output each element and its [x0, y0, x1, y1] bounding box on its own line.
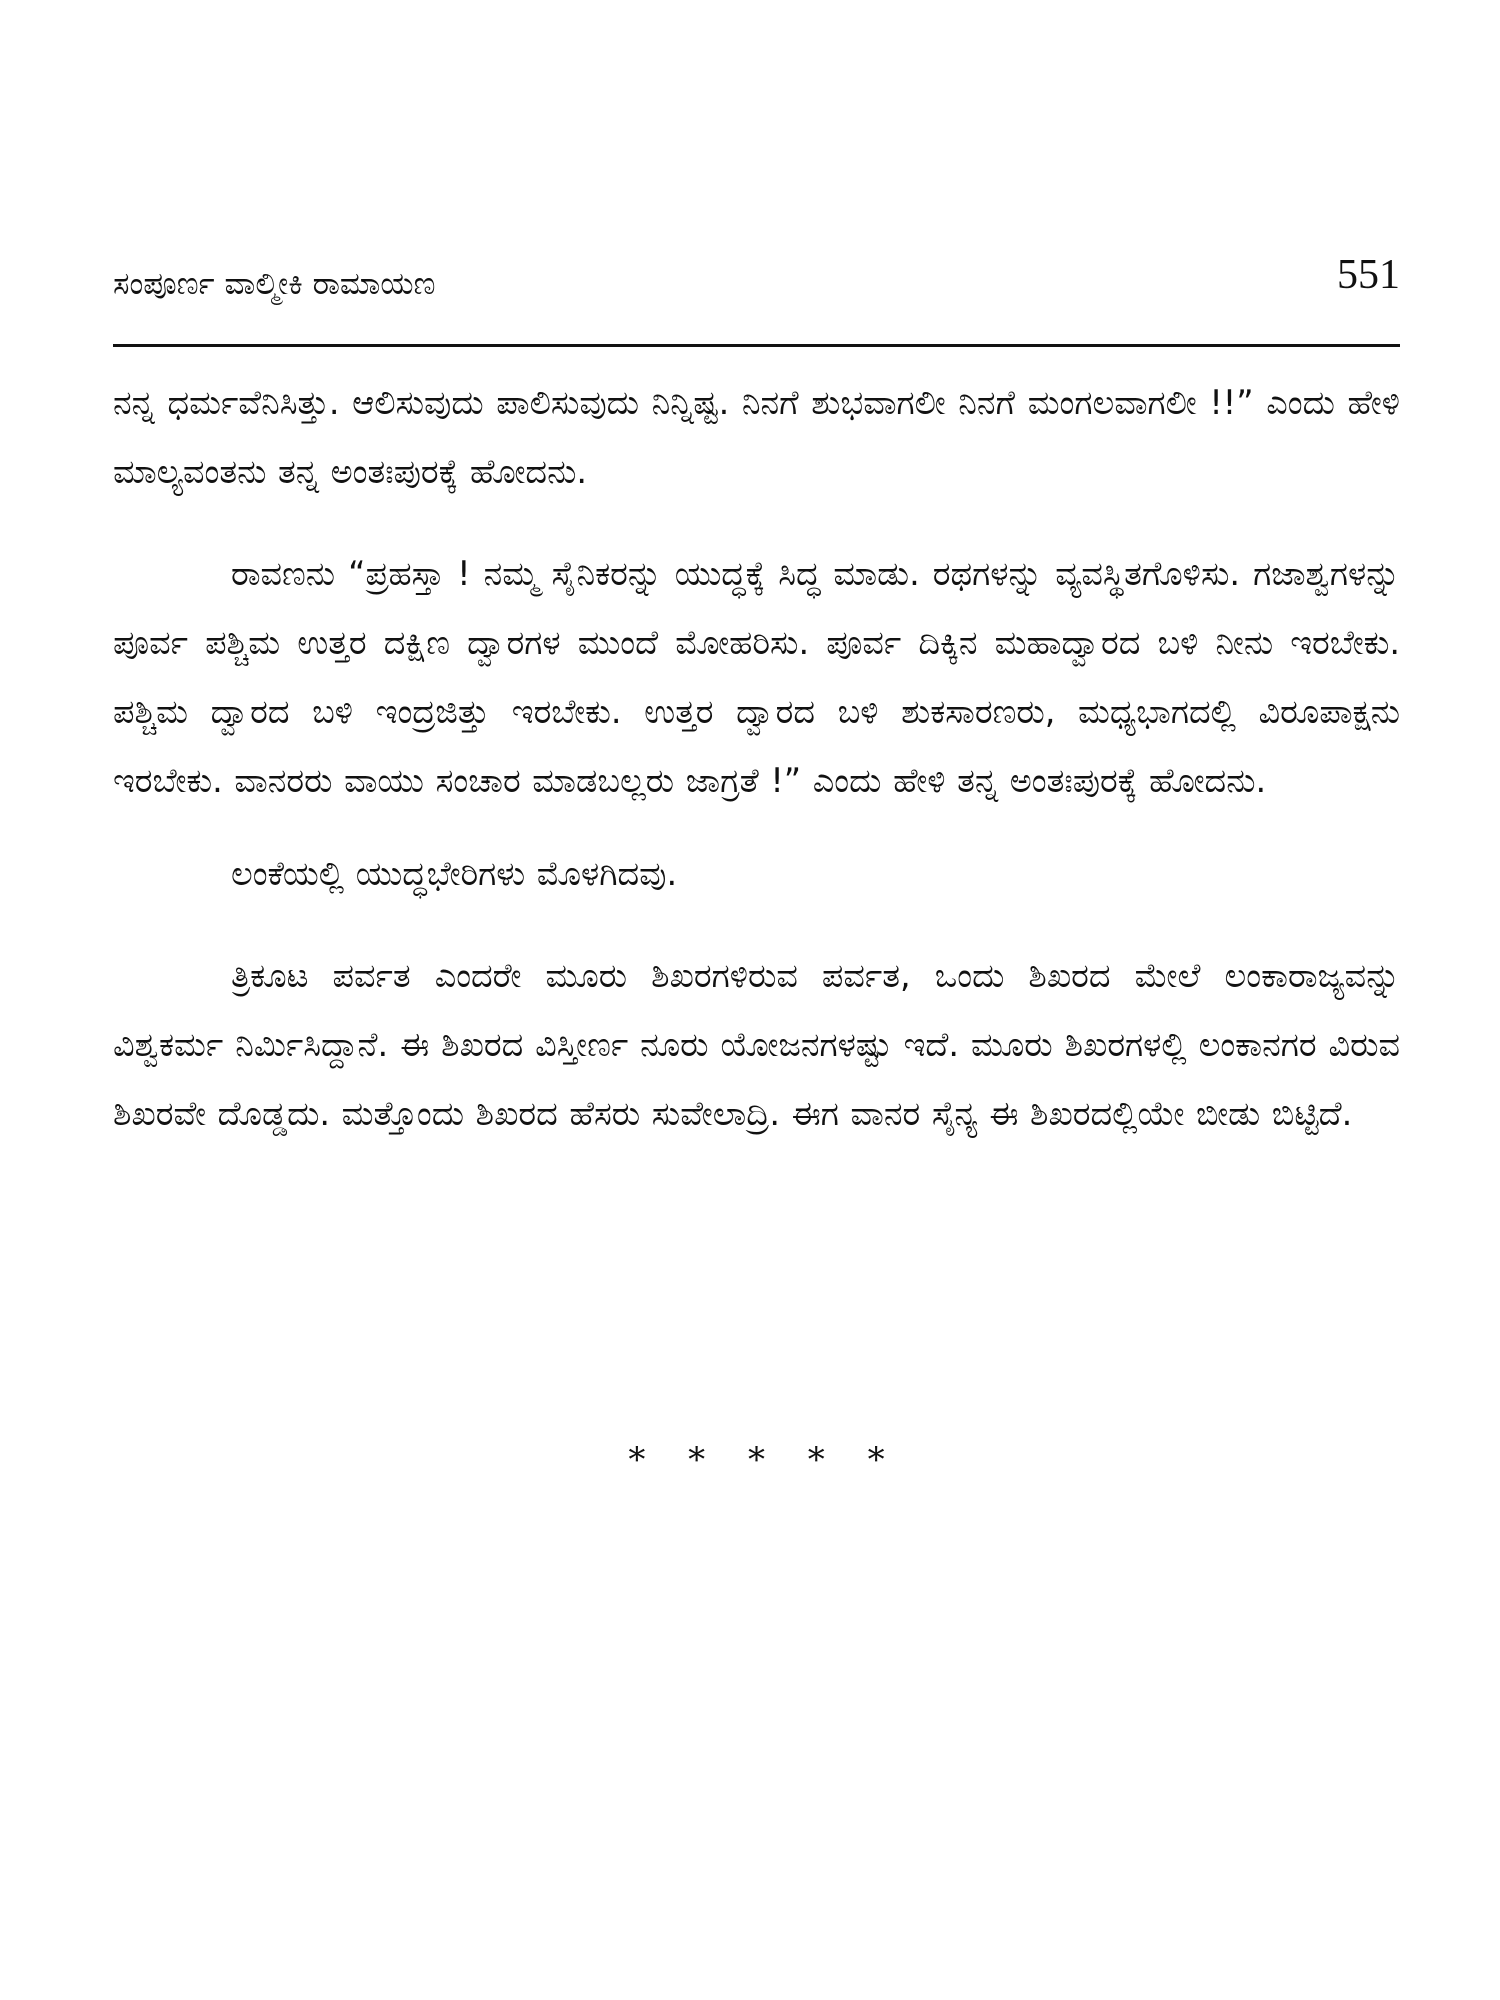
paragraph-trikuta: ತ್ರಿಕೂಟ ಪರ್ವತ ಎಂದರೇ ಮೂರು ಶಿಖರಗಳಿರುವ ಪರ್ವತ, ಒಂದು ಶಿಖರದ ಮೇಲೆ ಲಂಕಾರಾಜ್ಯವನ್ನು ವಿಶ್ವಕರ್ಮ ನಿರ್ಮಿಸಿದ್ದಾನೆ. ಈ ಶಿಖರದ ವಿಸ್ತೀರ್ಣ ನೂರು ಯೋಜನಗಳಷ್ಟು ಇದೆ. ಮೂರು ಶಿಖರಗಳಲ್ಲಿ ಲಂಕಾನಗರ ವಿರುವ ಶಿಖರವೇ ದೊಡ್ಡದು. ಮತ್ತೊಂದು ಶಿಖರದ ಹೆಸರು ಸುವೇಲಾದ್ರಿ. ಈಗ ವಾನರ ಸೈನ್ಯ ಈ ಶಿಖರದಲ್ಲಿಯೇ ಬೀಡು ಬಿಟ್ಟಿದೆ.: [113, 956, 1400, 1133]
book-title: ಸಂಪೂರ್ಣ ವಾಲ್ಮೀಕಿ ರಾಮಾಯಣ: [113, 266, 436, 302]
page-header: [113, 250, 1400, 320]
section-separator: * * * * *: [628, 1440, 901, 1480]
book-page: [113, 0, 1400, 2000]
header-rule: [113, 344, 1400, 347]
paragraph-ravana-orders: ರಾವಣನು “ಪ್ರಹಸ್ತಾ ! ನಮ್ಮ ಸೈನಿಕರನ್ನು ಯುದ್ಧಕ್ಕೆ ಸಿದ್ಧ ಮಾಡು. ರಥಗಳನ್ನು ವ್ಯವಸ್ಥಿತಗೊಳಿಸು. ಗಜಾಶ್ವಗಳನ್ನು ಪೂರ್ವ ಪಶ್ಚಿಮ ಉತ್ತರ ದಕ್ಷಿಣ ದ್ವಾರಗಳ ಮುಂದೆ ಮೋಹರಿಸು. ಪೂರ್ವ ದಿಕ್ಕಿನ ಮಹಾದ್ವಾರದ ಬಳಿ ನೀನು ಇರಬೇಕು. ಪಶ್ಚಿಮ ದ್ವಾರದ ಬಳಿ ಇಂದ್ರಜಿತ್ತು ಇರಬೇಕು. ಉತ್ತರ ದ್ವಾರದ ಬಳಿ ಶುಕಸಾರಣರು, ಮಧ್ಯಭಾಗದಲ್ಲಿ ವಿರೂಪಾಕ್ಷನು ಇರಬೇಕು. ವಾನರರು ವಾಯು ಸಂಚಾರ ಮಾಡಬಲ್ಲರು ಜಾಗ್ರತೆ !” ಎಂದು ಹೇಳಿ ತನ್ನ ಅಂತಃಪುರಕ್ಕೆ ಹೋದನು.: [113, 554, 1400, 800]
page-number: 551: [1337, 252, 1400, 298]
page-body: [113, 368, 1400, 1148]
paragraph-war-drums: ಲಂಕೆಯಲ್ಲಿ ಯುದ್ಧಭೇರಿಗಳು ಮೊಳಗಿದವು.: [231, 854, 678, 893]
paragraph-continuation: ನನ್ನ ಧರ್ಮವೆನಿಸಿತ್ತು. ಆಲಿಸುವುದು ಪಾಲಿಸುವುದು ನಿನ್ನಿಷ್ಟ. ನಿನಗೆ ಶುಭವಾಗಲೀ ನಿನಗೆ ಮಂಗಲವಾಗಲೀ !!” ಎಂದು ಹೇಳಿ ಮಾಲ್ಯವಂತನು ತನ್ನ ಅಂತಃಪುರಕ್ಕೆ ಹೋದನು.: [113, 383, 1400, 491]
